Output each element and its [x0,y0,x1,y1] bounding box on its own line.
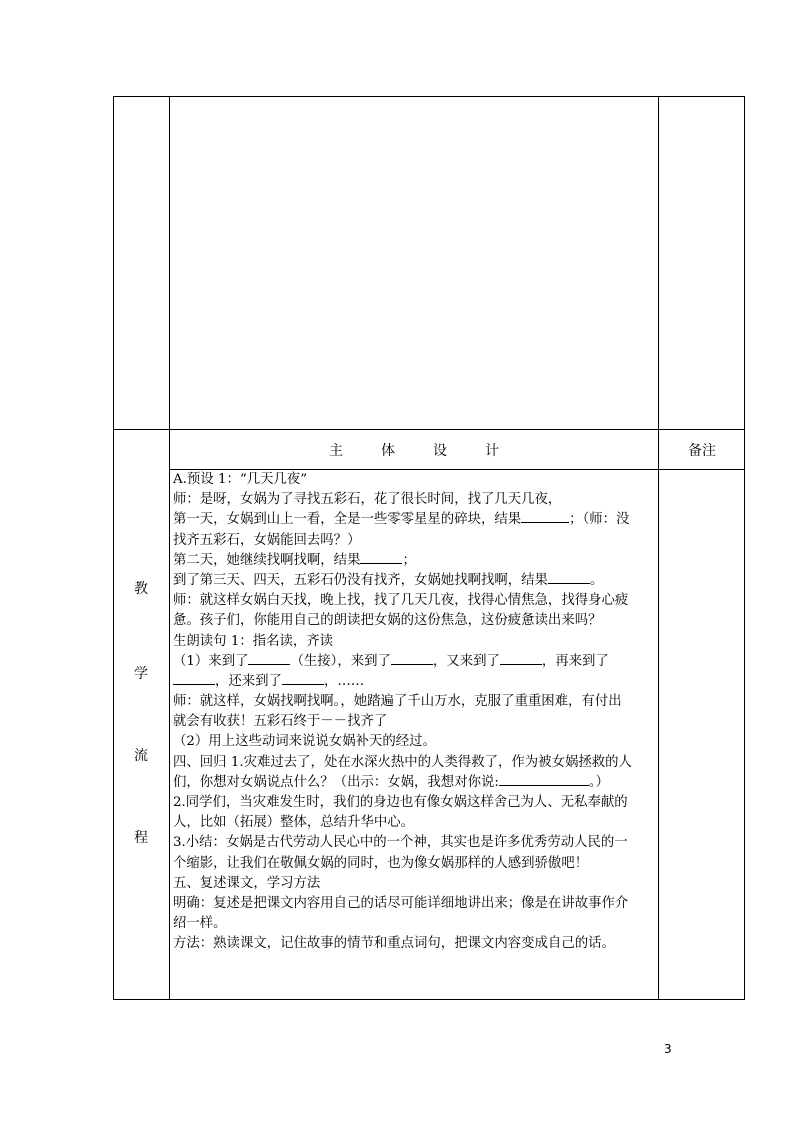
content-text: 3.小结：女娲是古代劳动人民心中的一个神，其实也是许多优秀劳动人民的一 [173,835,628,851]
section-title [170,443,658,459]
content-line [173,632,654,652]
content-line [173,591,654,611]
content-text: 惫。孩子们，你能用自己的朗读把女娲的这份焦急，这份疲惫读出来吗？ [173,613,602,629]
content-line [173,934,654,954]
content-line [173,753,654,773]
fill-in-blank [391,652,433,665]
page-number: 3 [664,1042,672,1056]
content-line [173,672,654,692]
content-text: A.预设 1：“几天几夜” [173,472,308,487]
content-line [173,490,654,510]
content-text: 们，你想对女娲说点什么？（出示：女娲，我想对你说: [173,774,499,790]
content-line [173,470,654,490]
content-line [173,793,654,813]
content-text: （1）来到了 [173,653,249,669]
content-text: （2）用上这些动词来说说女娲补天的经过。 [173,734,436,750]
fill-in-blank [500,652,542,665]
content-text: 师：是呀，女娲为了寻找五彩石，花了很长时间，找了几天几夜， [173,492,562,508]
side-label-char: 程 [134,830,148,846]
content-text: 方法：熟读课文，记住故事的情节和重点词句，把课文内容变成自己的话。 [173,936,615,952]
content-line [173,611,654,631]
content-text: 四、回归 1.灾难过去了，处在水深火热中的人类得救了，作为被女娲拯救的人 [173,754,632,770]
fill-in-blank [248,652,290,665]
side-label-char: 教 [134,581,148,597]
fill-in-blank [173,672,215,685]
content-text: ，再来到了 [541,653,609,669]
content-text: 。） [588,774,609,790]
section-title-char: 体 [381,443,395,459]
table-divider-notes [658,96,659,1000]
content-text: 生朗读句 1：指名读，齐读 [173,633,334,649]
content-text: 五、复述课文，学习方法 [173,875,321,891]
fill-in-blank [548,571,590,584]
content-text: 2.同学们，当灾难发生时，我们的身边也有像女娲这样舍己为人、无私奉献的 [173,795,628,810]
content-text: 绍一样。 [173,916,227,932]
content-text: 到了第三天、四天，五彩石仍没有找齐，女娲她找啊找啊，结果 [173,572,548,588]
content-text: 师：就这样女娲白天找，晚上找，找了几天几夜，找得心情焦急，找得身心疲 [173,593,629,609]
content-text: 第二天，她继续找啊找啊，结果 [173,552,361,568]
table-border-left [113,96,114,1000]
content-line [173,551,654,571]
content-line [173,531,654,551]
content-line [173,510,654,530]
content-text: （生接），来到了 [290,653,391,669]
content-line [173,914,654,934]
content-text: ，还来到了 [215,673,282,689]
content-text: ，又来到了 [432,653,500,669]
side-label-char: 流 [134,748,148,764]
content-text: 明确：复述是把课文内容用自己的话尽可能详细地讲出来；像是在讲故事作介 [173,895,629,911]
content-line [173,854,654,874]
content-line [173,874,654,894]
fill-in-blank [282,672,324,685]
content-line [173,894,654,914]
table-row-divider [113,429,745,430]
fill-in-blank [360,551,402,564]
content-line [173,712,654,732]
content-text: 师：就这样，女娲找啊找啊。，她踏遍了千山万水，克服了重重困难，有付出 [173,694,622,710]
content-line [173,833,654,853]
content-text: ，…… [323,673,365,689]
notes-column-header: 备注 [688,443,716,459]
content-text: ；（师：没 [569,512,630,528]
section-title-char: 设 [433,443,447,459]
table-border-right [744,96,745,1000]
section-title-char: 主 [329,443,343,459]
section-title-char: 计 [485,443,499,459]
content-text: 人，比如（拓展）整体，总结升华中心。 [173,815,415,831]
lesson-content [173,470,654,955]
content-line [173,692,654,712]
table-border-bottom [113,999,745,1000]
content-text: 。 [589,572,604,588]
content-line [173,571,654,591]
content-text: 个缩影，让我们在敬佩女娲的同时，也为像女娲那样的人感到骄傲吧！ [173,855,589,871]
content-text: ； [402,552,416,568]
table-divider-side [169,96,170,1000]
content-text: 找齐五彩石，女娲能回去吗？） [173,532,361,548]
fill-in-blank [499,773,589,786]
content-text: 第一天，女娲到山上一看，全是一些零零星星的碎块，结果 [173,512,522,528]
content-line [173,732,654,752]
side-label-char: 学 [134,666,148,682]
table-border-top [113,96,745,97]
content-line [173,813,654,833]
content-text: 就会有收获！五彩石终于－－找齐了 [173,714,388,730]
content-line [173,773,654,793]
content-line [173,652,654,672]
fill-in-blank [521,510,569,523]
